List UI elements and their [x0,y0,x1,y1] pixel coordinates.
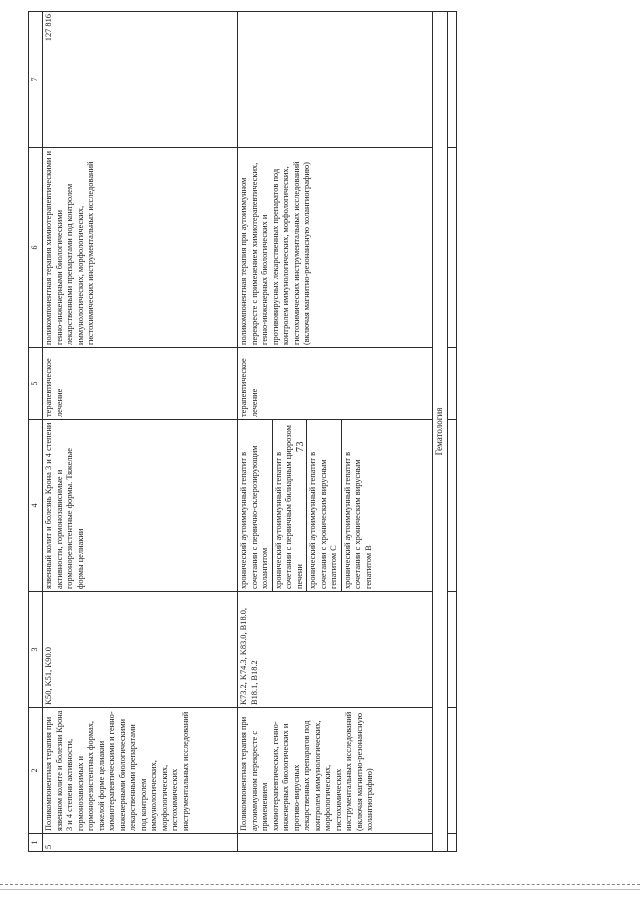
model-text: язвенный колит и болезнь Крона 3 и 4 степени активности, гормонозависимые и гормонорезистентные формы. Тяжелые формы целиакии [44,422,85,589]
column-number: 6 [29,148,43,348]
column-number: 7 [29,12,43,148]
scan-edge-line [0,884,640,885]
scan-edge-line [0,889,640,890]
column-number: 3 [29,592,43,708]
empty-cell [448,12,457,148]
table-row [43,12,238,852]
empty-cell [448,708,457,834]
section-title: Гематология [433,12,448,852]
treatment-method: поликомпонентная терапия химиотерапевтическими и генно-инженерными биологическими лекарственными препаратами под контролем иммунологических, морфологических, гистохимических инструментальных исследований [43,148,238,348]
cost-value [238,12,433,148]
empty-row [448,12,457,852]
model-text: хронический аутоиммунный гепатит в сочетании с хроническим вирусным гепатитом B [341,420,376,591]
column-number-row [29,12,43,852]
treatment-type: терапевтическое лечение [43,348,238,420]
cost-value: 127 816 [43,12,238,148]
section-heading-row [433,12,448,852]
patient-model [238,420,433,592]
empty-cell [448,592,457,708]
model-text: хронический аутоиммунный гепатит в сочетании с первичным билиарным циррозом печени [272,420,307,591]
empty-cell [448,348,457,420]
table-row [238,12,433,852]
service-name: Поликомпонентная терапия при язвенном колите и болезни Крона 3 и 4 степени активности, гормонозависимых и гормонорезистентных формах, тяжелой форме целиакии химиотерапевтическими и генно-инженерными биологическими лекарственными препаратами под контролем иммунологических, морфологических, гистохимических инструментальных исследований [43,708,238,834]
column-number: 4 [29,420,43,592]
rotated-table-wrapper [28,12,488,852]
treatment-type: терапевтическое лечение [238,348,433,420]
column-number: 5 [29,348,43,420]
patient-model [43,420,238,592]
model-text: хронический аутоиммунный гепатит в сочетании с первично-склерозирующим холангитом [239,445,269,589]
treatment-method: поликомпонентная терапия при аутоиммунном перекресте с применением химиотерапевтических, генно-инженерных биологических и противовирусных лекарственных препаратов под контролем иммунологических, морфологических, гистохимических инструментальных исследований (включая магнитно-резонансную холангиографию) [238,148,433,348]
row-number [238,834,433,852]
empty-cell [448,148,457,348]
model-text: хронический аутоиммунный гепатит в сочетании с хроническим вирусным гепатитом C [306,420,341,591]
service-name: Поликомпонентная терапия при аутоиммунном перекресте с применением химиотерапевтических, генно-инженерных биологических и противо-вирусных лекарственных препаратов под контролем иммунологических, морфологических, гистохимических инструментальных исследований (включая магнитно-резонансную холангиографию) [238,708,433,834]
row-number: 5 [43,834,238,852]
medical-services-table [28,11,457,852]
page-number: 73 [295,441,306,452]
icd-codes: K73.2, K74.3, K83.0, B18.0, B18.1, B18.2 [238,592,433,708]
empty-cell [448,420,457,592]
empty-cell [448,834,457,852]
icd-codes: K50, K51, K90.0 [43,592,238,708]
column-number: 2 [29,708,43,834]
column-number: 1 [29,834,43,852]
